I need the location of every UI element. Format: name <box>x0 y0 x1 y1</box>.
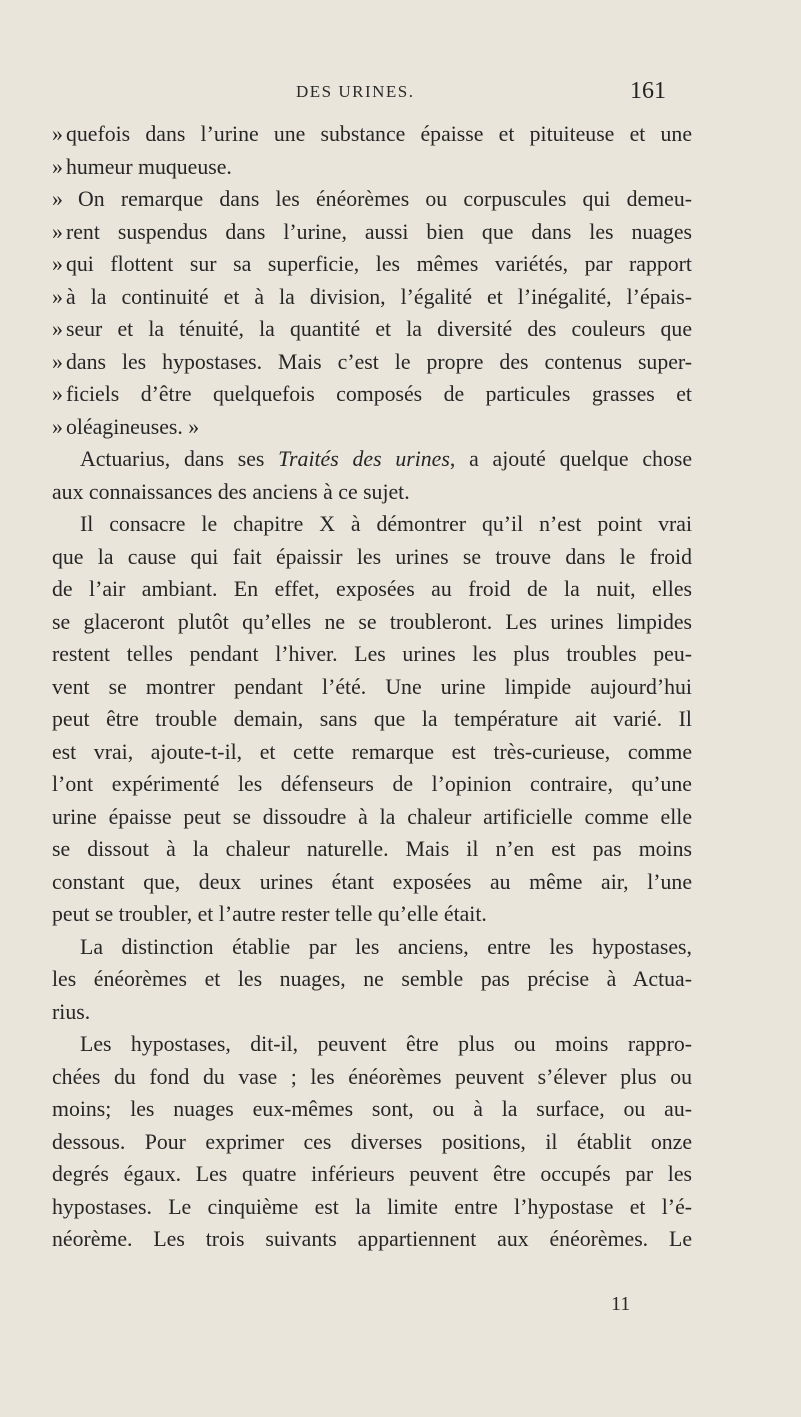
line-text: Actuarius, dans ses <box>80 447 279 471</box>
line-text: Les hypostases, dit-il, peuvent être plus ou moins rappro- <box>80 1032 692 1056</box>
line-text: se glaceront plutôt qu’elles ne se troubleront. Les urines limpides <box>52 609 692 634</box>
text-line <box>52 801 692 834</box>
line-text: aux connaissances des anciens à ce sujet. <box>52 479 410 504</box>
text-line <box>52 898 692 931</box>
line-text: peut être trouble demain, sans que la température ait varié. Il <box>52 707 692 731</box>
quote-mark: » <box>52 382 63 406</box>
text-line <box>52 671 692 704</box>
line-text: , a ajouté quelque chose <box>449 447 692 471</box>
line-text: quefois dans l’urine une substance épaisse et pituiteuse et une <box>66 122 692 146</box>
page-header <box>0 78 801 110</box>
text-line <box>52 1191 692 1224</box>
book-title: Traités des urines <box>278 447 450 471</box>
line-text: restent telles pendant l’hiver. Les urines les plus troubles peu- <box>52 642 692 666</box>
line-text: de l’air ambiant. En effet, exposées au froid de la nuit, elles <box>52 577 692 601</box>
quote-mark: » <box>52 317 63 341</box>
text-line <box>52 606 692 639</box>
line-text: Il consacre le chapitre X à démontrer qu’il n’est point vrai <box>80 512 692 536</box>
line-text: rent suspendus dans l’urine, aussi bien que dans les nuages <box>66 219 692 244</box>
line-text: constant que, deux urines étant exposées au même air, l’une <box>52 869 692 894</box>
text-line <box>52 281 692 314</box>
line-text: peut se troubler, et l’autre rester telle qu’elle était. <box>52 902 487 926</box>
text-line <box>52 443 692 476</box>
line-text: que la cause qui fait épaissir les urines se trouve dans le froid <box>52 544 692 569</box>
line-text: urine épaisse peut se dissoudre à la chaleur artificielle comme elle <box>52 804 692 829</box>
line-text: les énéorèmes et les nuages, ne semble pas précise à Actua- <box>52 967 692 991</box>
text-line <box>52 1126 692 1159</box>
line-text: On remarque dans les énéorèmes ou corpuscules qui demeu- <box>78 187 692 211</box>
quote-mark: » <box>52 252 63 276</box>
text-line <box>52 1093 692 1126</box>
line-text: La distinction établie par les anciens, entre les hypostases, <box>80 934 692 959</box>
text-line <box>52 118 692 151</box>
line-text: dans les hypostases. Mais c’est le propre des contenus super- <box>66 349 692 374</box>
text-line <box>52 963 692 996</box>
text-line <box>52 768 692 801</box>
text-line <box>52 736 692 769</box>
text-line <box>52 313 692 346</box>
quote-mark: » <box>52 122 63 146</box>
line-text: néorème. Les trois suivants appartiennent aux énéorèmes. Le <box>52 1227 692 1251</box>
text-line <box>52 931 692 964</box>
text-line <box>52 703 692 736</box>
text-line <box>52 541 692 574</box>
text-line <box>52 1223 692 1256</box>
running-head: DES URINES. <box>296 82 415 101</box>
line-text: degrés égaux. Les quatre inférieurs peuvent être occupés par les <box>52 1162 692 1186</box>
line-text: rius. <box>52 999 91 1024</box>
line-text: à la continuité et à la division, l’égalité et l’inégalité, l’épais- <box>66 284 692 309</box>
quote-mark: » <box>52 349 63 374</box>
line-text: moins; les nuages eux-mêmes sont, ou à la surface, ou au- <box>52 1097 692 1121</box>
line-text: chées du fond du vase ; les énéorèmes peuvent s’élever plus ou <box>52 1064 692 1089</box>
text-line <box>52 476 692 509</box>
text-line <box>52 378 692 411</box>
line-text: se dissout à la chaleur naturelle. Mais il n’en est pas moins <box>52 837 692 861</box>
quote-mark: » <box>52 154 63 179</box>
line-text: humeur muqueuse. <box>66 154 232 179</box>
text-line <box>52 833 692 866</box>
quote-mark: » <box>52 414 63 439</box>
line-text: oléagineuses. » <box>66 414 200 439</box>
text-line <box>52 183 692 216</box>
line-text: hypostases. Le cinquième est la limite entre l’hypostase et l’é- <box>52 1194 692 1219</box>
text-line <box>52 1158 692 1191</box>
page-number: 161 <box>630 78 666 104</box>
line-text: qui flottent sur sa superficie, les mêmes variétés, par rapport <box>66 252 692 276</box>
indent-space <box>66 187 78 211</box>
text-line <box>52 151 692 184</box>
text-line <box>52 346 692 379</box>
text-line <box>52 573 692 606</box>
text-line <box>52 216 692 249</box>
line-text: ficiels d’être quelquefois composés de particules grasses et <box>66 382 692 406</box>
line-text: dessous. Pour exprimer ces diverses positions, il établit onze <box>52 1129 692 1154</box>
text-line <box>52 866 692 899</box>
line-text: est vrai, ajoute-t-il, et cette remarque est très-curieuse, comme <box>52 739 692 764</box>
line-text: l’ont expérimenté les défenseurs de l’opinion contraire, qu’une <box>52 772 692 796</box>
body-text <box>52 118 692 1256</box>
quote-mark: » <box>52 219 63 244</box>
text-line <box>52 411 692 444</box>
text-line <box>52 508 692 541</box>
signature-mark: 11 <box>611 1293 631 1315</box>
line-text: seur et la ténuité, la quantité et la diversité des couleurs que <box>66 317 692 341</box>
text-line <box>52 996 692 1029</box>
text-line <box>52 1061 692 1094</box>
text-line <box>52 248 692 281</box>
text-line <box>52 1028 692 1061</box>
text-line <box>52 638 692 671</box>
quote-mark: » <box>52 284 63 309</box>
line-text: vent se montrer pendant l’été. Une urine limpide aujourd’hui <box>52 674 692 699</box>
quote-mark: » <box>52 187 63 211</box>
